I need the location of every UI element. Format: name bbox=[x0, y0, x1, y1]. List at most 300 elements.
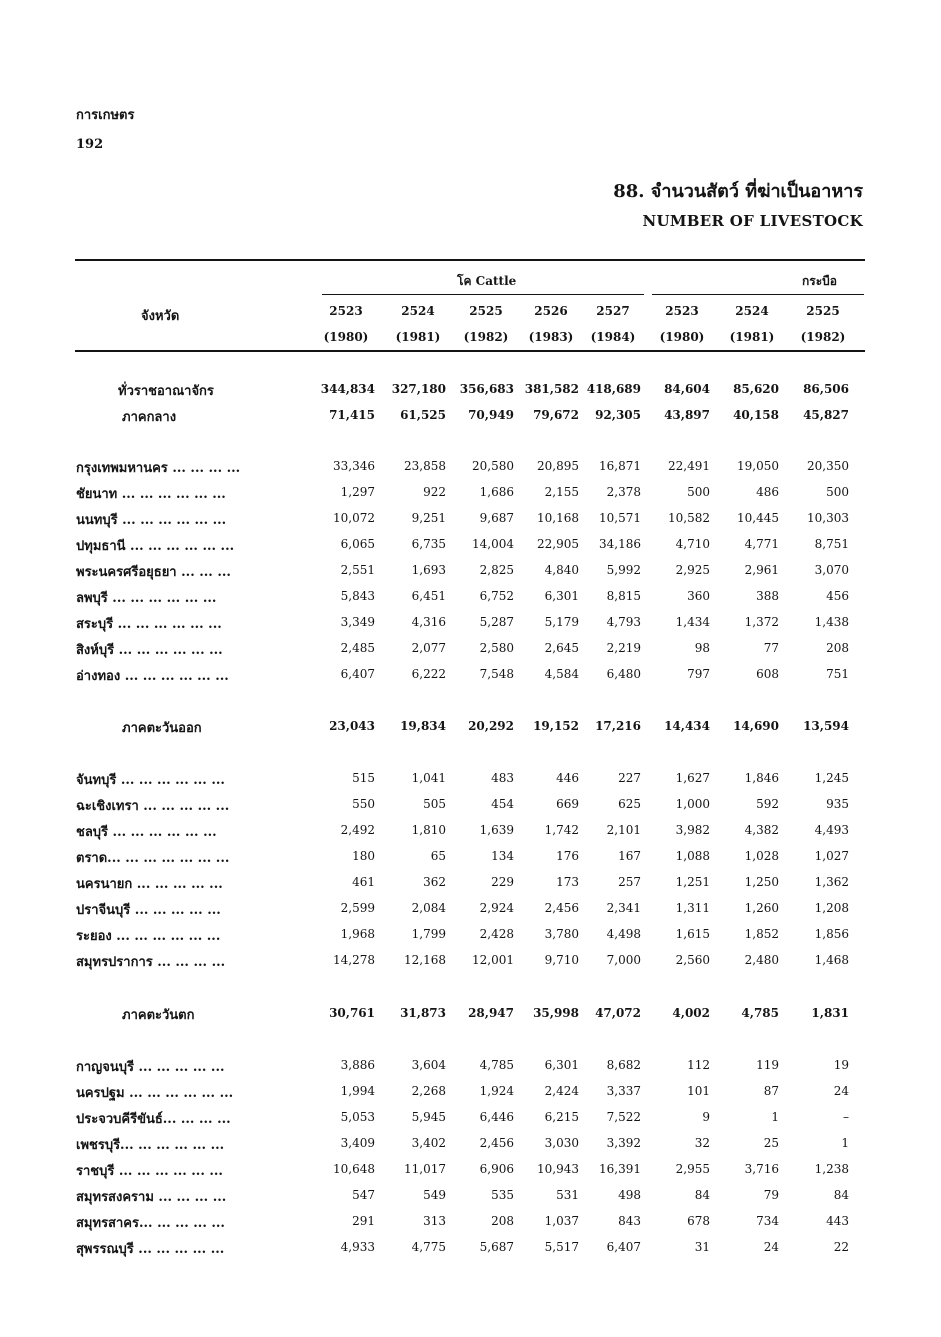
table-cell: 6,407 bbox=[606, 1240, 641, 1254]
table-cell: 28,947 bbox=[468, 1006, 514, 1020]
table-cell: 24 bbox=[833, 1084, 849, 1098]
table-cell: 3,337 bbox=[606, 1084, 641, 1098]
table-cell: 8,815 bbox=[606, 589, 641, 603]
table-cell: 32 bbox=[694, 1136, 710, 1150]
table-cell: 922 bbox=[423, 485, 446, 499]
table-row bbox=[0, 380, 941, 400]
table-cell: 2,480 bbox=[744, 953, 779, 967]
table-cell: 19 bbox=[833, 1058, 849, 1072]
table-cell: 208 bbox=[491, 1214, 514, 1228]
table-row bbox=[0, 1004, 941, 1024]
table-cell: 10,648 bbox=[333, 1162, 375, 1176]
table-cell: 2,955 bbox=[675, 1162, 710, 1176]
table-cell: 7,000 bbox=[606, 953, 641, 967]
table-cell: 1,438 bbox=[814, 615, 849, 629]
table-cell: 33,346 bbox=[333, 459, 375, 473]
table-cell: 84 bbox=[694, 1188, 710, 1202]
province-column-header: จังหวัด bbox=[141, 309, 180, 324]
table-cell: 362 bbox=[423, 875, 446, 889]
table-cell: 935 bbox=[826, 797, 849, 811]
table-cell: 2,924 bbox=[479, 901, 514, 915]
table-cell: 65 bbox=[430, 849, 446, 863]
province-label: สิงห์บุรี ... ... ... ... ... ... bbox=[76, 643, 223, 658]
table-cell: 6,407 bbox=[340, 667, 375, 681]
table-cell: 734 bbox=[756, 1214, 779, 1228]
table-cell: 22,905 bbox=[537, 537, 579, 551]
table-cell: 7,522 bbox=[606, 1110, 641, 1124]
table-cell: 327,180 bbox=[391, 382, 446, 396]
table-cell: 22 bbox=[833, 1240, 849, 1254]
table-cell: 77 bbox=[763, 641, 779, 655]
table-row bbox=[0, 1212, 941, 1232]
table-cell: 208 bbox=[826, 641, 849, 655]
year-ce-header: (1982) bbox=[800, 330, 846, 344]
table-cell: 2,428 bbox=[479, 927, 514, 941]
table-cell: 6,752 bbox=[479, 589, 514, 603]
province-label: สมุทรปราการ ... ... ... ... bbox=[76, 955, 226, 970]
table-cell: 1,372 bbox=[744, 615, 779, 629]
table-cell: 1,238 bbox=[814, 1162, 849, 1176]
table-cell: 98 bbox=[694, 641, 710, 655]
year-be-header: 2524 bbox=[735, 304, 769, 318]
table-cell: 17,216 bbox=[595, 719, 641, 733]
table-cell: 3,402 bbox=[411, 1136, 446, 1150]
table-cell: 1,615 bbox=[675, 927, 710, 941]
table-cell: 5,053 bbox=[340, 1110, 375, 1124]
table-cell: 6,480 bbox=[606, 667, 641, 681]
table-cell: 101 bbox=[687, 1084, 710, 1098]
table-cell: 381,582 bbox=[524, 382, 579, 396]
table-cell: 1,831 bbox=[811, 1006, 849, 1020]
table-cell: 180 bbox=[352, 849, 375, 863]
table-row bbox=[0, 639, 941, 659]
table-cell: 1,208 bbox=[814, 901, 849, 915]
province-label: ปทุมธานี ... ... ... ... ... ... bbox=[76, 539, 235, 554]
table-cell: 2,077 bbox=[411, 641, 446, 655]
table-cell: 16,391 bbox=[599, 1162, 641, 1176]
table-cell: 313 bbox=[423, 1214, 446, 1228]
table-cell: 2,101 bbox=[606, 823, 641, 837]
table-cell: 1,686 bbox=[479, 485, 514, 499]
table-cell: 5,945 bbox=[411, 1110, 446, 1124]
table-cell: 1,856 bbox=[814, 927, 849, 941]
province-label: ประจวบคีรีขันธ์... ... ... ... bbox=[76, 1112, 231, 1127]
table-cell: 1,924 bbox=[479, 1084, 514, 1098]
table-cell: 1,810 bbox=[411, 823, 446, 837]
table-cell: 388 bbox=[756, 589, 779, 603]
table-cell: 6,222 bbox=[411, 667, 446, 681]
table-cell: 8,751 bbox=[814, 537, 849, 551]
year-be-header: 2527 bbox=[596, 304, 630, 318]
table-cell: 47,072 bbox=[595, 1006, 641, 1020]
table-cell: 229 bbox=[491, 875, 514, 889]
table-cell: 71,415 bbox=[329, 408, 375, 422]
table-cell: 550 bbox=[352, 797, 375, 811]
cattle-group-label: โค Cattle bbox=[457, 274, 517, 288]
table-cell: 14,434 bbox=[664, 719, 710, 733]
table-cell: 84 bbox=[833, 1188, 849, 1202]
table-cell: 2,084 bbox=[411, 901, 446, 915]
table-row bbox=[0, 613, 941, 633]
table-header-rule bbox=[75, 350, 865, 352]
table-cell: 70,949 bbox=[468, 408, 514, 422]
table-cell: 6,215 bbox=[544, 1110, 579, 1124]
table-cell: 20,580 bbox=[472, 459, 514, 473]
table-cell: 2,645 bbox=[544, 641, 579, 655]
table-cell: 456 bbox=[826, 589, 849, 603]
table-cell: 549 bbox=[423, 1188, 446, 1202]
table-cell: 1,027 bbox=[814, 849, 849, 863]
province-label: ฉะเชิงเทรา ... ... ... ... ... bbox=[76, 799, 230, 814]
table-cell: 16,871 bbox=[599, 459, 641, 473]
table-row bbox=[0, 483, 941, 503]
table-cell: 22,491 bbox=[668, 459, 710, 473]
table-cell: 2,580 bbox=[479, 641, 514, 655]
table-cell: 4,785 bbox=[479, 1058, 514, 1072]
table-cell: 79 bbox=[763, 1188, 779, 1202]
table-cell: 31,873 bbox=[400, 1006, 446, 1020]
table-cell: 531 bbox=[556, 1188, 579, 1202]
table-cell: 1,742 bbox=[544, 823, 579, 837]
table-cell: 14,004 bbox=[472, 537, 514, 551]
table-cell: 1,362 bbox=[814, 875, 849, 889]
province-label: ทั่วราชอาณาจักร bbox=[118, 384, 214, 399]
table-row bbox=[0, 1082, 941, 1102]
province-label: ระยอง ... ... ... ... ... ... bbox=[76, 929, 221, 944]
table-row bbox=[0, 509, 941, 529]
table-title-english: NUMBER OF LIVESTOCK bbox=[642, 212, 863, 230]
year-be-header: 2526 bbox=[534, 304, 568, 318]
table-row bbox=[0, 561, 941, 581]
table-row bbox=[0, 1056, 941, 1076]
table-cell: 173 bbox=[556, 875, 579, 889]
table-cell: 1,468 bbox=[814, 953, 849, 967]
table-cell: 2,551 bbox=[340, 563, 375, 577]
table-cell: 45,827 bbox=[803, 408, 849, 422]
table-cell: 5,287 bbox=[479, 615, 514, 629]
table-cell: 1,037 bbox=[544, 1214, 579, 1228]
table-cell: 547 bbox=[352, 1188, 375, 1202]
table-cell: 2,378 bbox=[606, 485, 641, 499]
table-cell: 84,604 bbox=[664, 382, 710, 396]
table-cell: 20,292 bbox=[468, 719, 514, 733]
table-cell: 4,793 bbox=[606, 615, 641, 629]
table-cell: 5,517 bbox=[544, 1240, 579, 1254]
province-label: ภาคตะวันออก bbox=[122, 721, 202, 736]
table-cell: 1,434 bbox=[675, 615, 710, 629]
table-cell: 24 bbox=[763, 1240, 779, 1254]
table-cell: 4,002 bbox=[672, 1006, 710, 1020]
table-cell: 1,250 bbox=[744, 875, 779, 889]
table-cell: 1,088 bbox=[675, 849, 710, 863]
table-cell: – bbox=[843, 1110, 849, 1124]
table-cell: 500 bbox=[687, 485, 710, 499]
table-cell: 227 bbox=[618, 771, 641, 785]
table-cell: 10,943 bbox=[537, 1162, 579, 1176]
province-label: อ่างทอง ... ... ... ... ... ... bbox=[76, 669, 229, 684]
table-row bbox=[0, 1160, 941, 1180]
table-cell: 61,525 bbox=[400, 408, 446, 422]
table-cell: 608 bbox=[756, 667, 779, 681]
province-label: สุพรรณบุรี ... ... ... ... ... bbox=[76, 1242, 225, 1257]
table-cell: 8,682 bbox=[606, 1058, 641, 1072]
year-ce-header: (1983) bbox=[528, 330, 574, 344]
table-cell: 112 bbox=[687, 1058, 710, 1072]
cattle-group-rule bbox=[322, 294, 644, 295]
province-label: ภาคตะวันตก bbox=[122, 1008, 195, 1023]
table-cell: 10,168 bbox=[537, 511, 579, 525]
province-label: นครนายก ... ... ... ... ... bbox=[76, 877, 223, 892]
table-cell: 1,297 bbox=[340, 485, 375, 499]
table-cell: 92,305 bbox=[595, 408, 641, 422]
table-cell: 13,594 bbox=[803, 719, 849, 733]
table-cell: 2,341 bbox=[606, 901, 641, 915]
table-cell: 486 bbox=[756, 485, 779, 499]
table-cell: 483 bbox=[491, 771, 514, 785]
table-top-rule bbox=[75, 259, 865, 261]
table-cell: 23,043 bbox=[329, 719, 375, 733]
table-row bbox=[0, 821, 941, 841]
table-cell: 843 bbox=[618, 1214, 641, 1228]
table-cell: 505 bbox=[423, 797, 446, 811]
table-cell: 10,072 bbox=[333, 511, 375, 525]
table-cell: 3,409 bbox=[340, 1136, 375, 1150]
table-cell: 19,050 bbox=[737, 459, 779, 473]
province-label: กาญจนบุรี ... ... ... ... ... bbox=[76, 1060, 225, 1075]
province-label: ชลบุรี ... ... ... ... ... ... bbox=[76, 825, 217, 840]
table-row bbox=[0, 1238, 941, 1258]
table-cell: 1,000 bbox=[675, 797, 710, 811]
table-cell: 1,639 bbox=[479, 823, 514, 837]
table-cell: 1,041 bbox=[411, 771, 446, 785]
table-cell: 11,017 bbox=[404, 1162, 446, 1176]
table-cell: 344,834 bbox=[320, 382, 375, 396]
table-title-thai: 88. จำนวนสัตว์ ที่ฆ่าเป็นอาหาร bbox=[613, 181, 863, 202]
page-number: 192 bbox=[76, 137, 104, 152]
table-cell: 4,785 bbox=[741, 1006, 779, 1020]
table-cell: 85,620 bbox=[733, 382, 779, 396]
table-row bbox=[0, 925, 941, 945]
table-cell: 14,278 bbox=[333, 953, 375, 967]
table-cell: 1,627 bbox=[675, 771, 710, 785]
year-ce-header: (1980) bbox=[323, 330, 369, 344]
table-cell: 535 bbox=[491, 1188, 514, 1202]
table-cell: 4,933 bbox=[340, 1240, 375, 1254]
table-cell: 20,895 bbox=[537, 459, 579, 473]
table-row bbox=[0, 457, 941, 477]
table-cell: 19,152 bbox=[533, 719, 579, 733]
table-cell: 86,506 bbox=[803, 382, 849, 396]
table-row bbox=[0, 665, 941, 685]
table-cell: 2,560 bbox=[675, 953, 710, 967]
table-cell: 678 bbox=[687, 1214, 710, 1228]
table-cell: 443 bbox=[826, 1214, 849, 1228]
table-cell: 461 bbox=[352, 875, 375, 889]
table-cell: 1,846 bbox=[744, 771, 779, 785]
province-label: ลพบุรี ... ... ... ... ... ... bbox=[76, 591, 217, 606]
table-cell: 10,303 bbox=[807, 511, 849, 525]
table-cell: 4,584 bbox=[544, 667, 579, 681]
year-ce-header: (1982) bbox=[463, 330, 509, 344]
table-cell: 7,548 bbox=[479, 667, 514, 681]
province-label: นครปฐม ... ... ... ... ... ... bbox=[76, 1086, 234, 1101]
table-row bbox=[0, 769, 941, 789]
table-cell: 3,349 bbox=[340, 615, 375, 629]
table-cell: 5,992 bbox=[606, 563, 641, 577]
table-cell: 9,687 bbox=[479, 511, 514, 525]
year-ce-header: (1980) bbox=[659, 330, 705, 344]
table-cell: 3,716 bbox=[744, 1162, 779, 1176]
province-label: กรุงเทพมหานคร ... ... ... ... bbox=[76, 461, 241, 476]
table-cell: 1,260 bbox=[744, 901, 779, 915]
table-cell: 2,456 bbox=[479, 1136, 514, 1150]
table-row bbox=[0, 717, 941, 737]
province-label: สมุทรสงคราม ... ... ... ... bbox=[76, 1190, 227, 1205]
buffalo-group-label: กระบือ bbox=[802, 274, 837, 288]
table-cell: 4,382 bbox=[744, 823, 779, 837]
table-cell: 87 bbox=[763, 1084, 779, 1098]
table-cell: 1,968 bbox=[340, 927, 375, 941]
table-cell: 4,710 bbox=[675, 537, 710, 551]
table-cell: 2,424 bbox=[544, 1084, 579, 1098]
table-cell: 167 bbox=[618, 849, 641, 863]
table-cell: 12,001 bbox=[472, 953, 514, 967]
table-cell: 2,825 bbox=[479, 563, 514, 577]
province-label: ปราจีนบุรี ... ... ... ... ... bbox=[76, 903, 221, 918]
province-label: จันทบุรี ... ... ... ... ... ... bbox=[76, 773, 225, 788]
province-label: ชัยนาท ... ... ... ... ... ... bbox=[76, 487, 226, 502]
table-cell: 3,392 bbox=[606, 1136, 641, 1150]
table-row bbox=[0, 535, 941, 555]
table-cell: 360 bbox=[687, 589, 710, 603]
table-cell: 4,840 bbox=[544, 563, 579, 577]
table-row bbox=[0, 587, 941, 607]
table-cell: 9 bbox=[702, 1110, 710, 1124]
table-cell: 6,301 bbox=[544, 1058, 579, 1072]
table-cell: 30,761 bbox=[329, 1006, 375, 1020]
running-head: การเกษตร bbox=[76, 108, 135, 123]
table-cell: 291 bbox=[352, 1214, 375, 1228]
table-cell: 257 bbox=[618, 875, 641, 889]
table-cell: 25 bbox=[763, 1136, 779, 1150]
table-row bbox=[0, 873, 941, 893]
table-cell: 119 bbox=[756, 1058, 779, 1072]
table-cell: 10,582 bbox=[668, 511, 710, 525]
table-cell: 1,311 bbox=[675, 901, 710, 915]
table-row bbox=[0, 795, 941, 815]
table-cell: 4,775 bbox=[411, 1240, 446, 1254]
table-cell: 14,690 bbox=[733, 719, 779, 733]
table-row bbox=[0, 847, 941, 867]
table-cell: 3,780 bbox=[544, 927, 579, 941]
table-cell: 2,268 bbox=[411, 1084, 446, 1098]
table-cell: 3,030 bbox=[544, 1136, 579, 1150]
table-cell: 34,186 bbox=[599, 537, 641, 551]
table-row bbox=[0, 1186, 941, 1206]
table-cell: 454 bbox=[491, 797, 514, 811]
year-ce-header: (1981) bbox=[395, 330, 441, 344]
table-cell: 1,245 bbox=[814, 771, 849, 785]
province-label: ราชบุรี ... ... ... ... ... ... bbox=[76, 1164, 223, 1179]
table-cell: 3,070 bbox=[814, 563, 849, 577]
province-label: สระบุรี ... ... ... ... ... ... bbox=[76, 617, 222, 632]
table-cell: 176 bbox=[556, 849, 579, 863]
table-cell: 10,571 bbox=[599, 511, 641, 525]
table-cell: 9,251 bbox=[411, 511, 446, 525]
year-ce-header: (1984) bbox=[590, 330, 636, 344]
table-row bbox=[0, 899, 941, 919]
table-cell: 79,672 bbox=[533, 408, 579, 422]
table-cell: 5,179 bbox=[544, 615, 579, 629]
province-label: ตราด... ... ... ... ... ... ... bbox=[76, 851, 230, 866]
year-be-header: 2525 bbox=[469, 304, 503, 318]
table-cell: 625 bbox=[618, 797, 641, 811]
table-cell: 500 bbox=[826, 485, 849, 499]
table-cell: 20,350 bbox=[807, 459, 849, 473]
table-cell: 4,316 bbox=[411, 615, 446, 629]
table-cell: 1,251 bbox=[675, 875, 710, 889]
table-cell: 1,799 bbox=[411, 927, 446, 941]
table-cell: 356,683 bbox=[459, 382, 514, 396]
table-cell: 2,155 bbox=[544, 485, 579, 499]
table-cell: 6,451 bbox=[411, 589, 446, 603]
province-label: พระนครศรีอยุธยา ... ... ... bbox=[76, 565, 231, 580]
table-cell: 12,168 bbox=[404, 953, 446, 967]
year-be-header: 2525 bbox=[806, 304, 840, 318]
table-cell: 1,852 bbox=[744, 927, 779, 941]
table-row bbox=[0, 1134, 941, 1154]
table-cell: 10,445 bbox=[737, 511, 779, 525]
year-be-header: 2523 bbox=[665, 304, 699, 318]
table-cell: 4,498 bbox=[606, 927, 641, 941]
table-cell: 6,906 bbox=[479, 1162, 514, 1176]
table-cell: 2,961 bbox=[744, 563, 779, 577]
year-be-header: 2524 bbox=[401, 304, 435, 318]
table-cell: 2,485 bbox=[340, 641, 375, 655]
table-cell: 1,994 bbox=[340, 1084, 375, 1098]
table-cell: 40,158 bbox=[733, 408, 779, 422]
table-cell: 751 bbox=[826, 667, 849, 681]
table-cell: 6,735 bbox=[411, 537, 446, 551]
year-be-header: 2523 bbox=[329, 304, 363, 318]
table-cell: 4,771 bbox=[744, 537, 779, 551]
table-cell: 3,604 bbox=[411, 1058, 446, 1072]
table-cell: 2,925 bbox=[675, 563, 710, 577]
table-cell: 1,028 bbox=[744, 849, 779, 863]
province-label: เพชรบุรี... ... ... ... ... ... bbox=[76, 1138, 225, 1153]
table-cell: 498 bbox=[618, 1188, 641, 1202]
table-cell: 4,493 bbox=[814, 823, 849, 837]
table-cell: 5,687 bbox=[479, 1240, 514, 1254]
table-cell: 797 bbox=[687, 667, 710, 681]
table-cell: 2,599 bbox=[340, 901, 375, 915]
table-cell: 2,456 bbox=[544, 901, 579, 915]
table-cell: 3,886 bbox=[340, 1058, 375, 1072]
table-cell: 669 bbox=[556, 797, 579, 811]
table-cell: 19,834 bbox=[400, 719, 446, 733]
table-cell: 35,998 bbox=[533, 1006, 579, 1020]
table-cell: 446 bbox=[556, 771, 579, 785]
province-label: นนทบุรี ... ... ... ... ... ... bbox=[76, 513, 227, 528]
table-cell: 9,710 bbox=[544, 953, 579, 967]
table-cell: 592 bbox=[756, 797, 779, 811]
table-cell: 23,858 bbox=[404, 459, 446, 473]
table-row bbox=[0, 1108, 941, 1128]
table-cell: 6,065 bbox=[340, 537, 375, 551]
province-label: ภาคกลาง bbox=[122, 410, 177, 425]
buffalo-group-rule bbox=[652, 294, 864, 295]
table-cell: 43,897 bbox=[664, 408, 710, 422]
